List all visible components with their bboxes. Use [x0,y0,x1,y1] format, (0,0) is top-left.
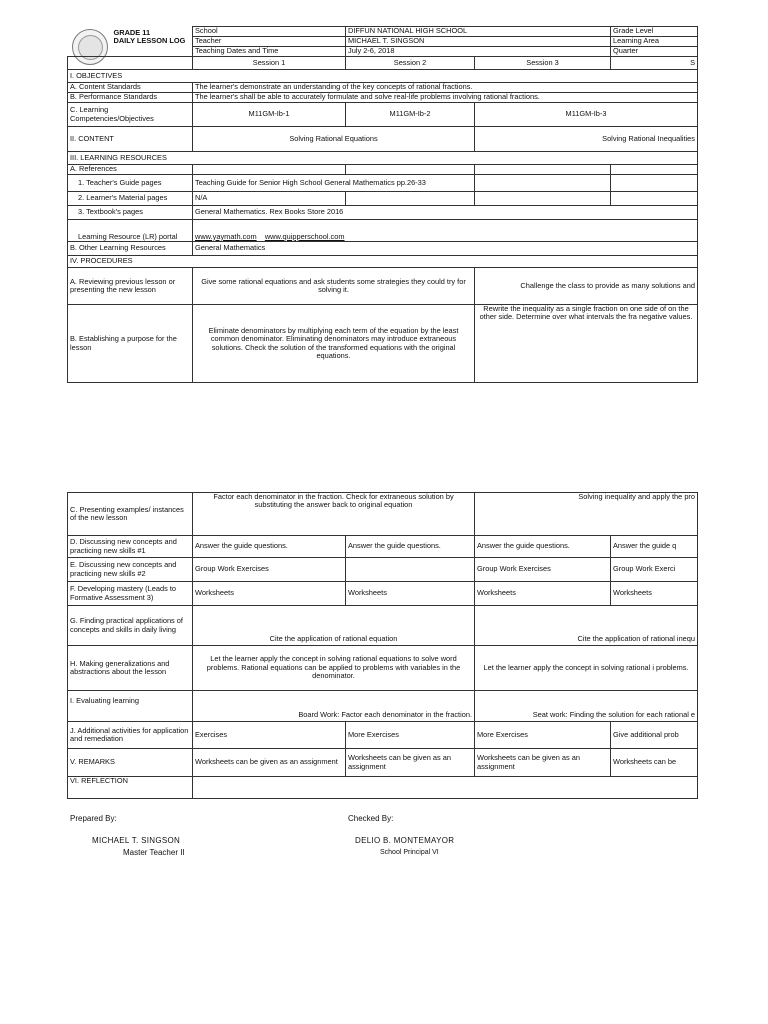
evaluating-1: Board Work: Factor each denominator in the fraction. [193,691,475,722]
learning-resources-heading: III. LEARNING RESOURCES [68,152,698,165]
competency-code-1: M11GM-Ib-1 [193,103,346,127]
teacher-label: Teacher [193,37,346,47]
developing-mastery-cell-4: Worksheets [611,582,698,606]
reviewing-lesson-label: A. Reviewing previous lesson or presenting the new lesson [68,268,193,305]
lesson-log-table-page-2 [67,492,698,799]
generalizations-2: Let the learner apply the concept in solving rational i problems. [475,646,698,691]
performance-standards-label: B. Performance Standards [68,93,193,103]
teachers-guide-value: Teaching Guide for Senior High School General Mathematics pp.26-33 [193,175,475,192]
discussing-1-cell-2: Answer the guide questions. [346,536,475,558]
evaluating-label: I. Evaluating learning [68,691,193,722]
session-1-header: Session 1 [193,57,346,70]
additional-activities-cell-3: More Exercises [475,722,611,749]
practical-applications-label: G. Finding practical applications of concepts and skills in daily living [68,606,193,646]
textbook-label: 3. Textbook's pages [68,206,193,220]
session-4-header: S [611,57,698,70]
log-title: DAILY LESSON LOG [113,35,186,45]
learners-material-label: 2. Learner's Material pages [68,192,193,206]
learning-area-label: Learning Area [611,37,698,47]
generalizations-1: Let the learner apply the concept in solving rational equations to solve word problems. Rational equations can be applied to problems with variables in the denominator. [193,646,475,691]
content-standards-label: A. Content Standards [68,83,193,93]
additional-activities-cell-1: Exercises [193,722,346,749]
discussing-2-cell-1: Group Work Exercises [193,558,346,582]
quipperschool-link[interactable]: www.quipperschool.com [264,231,345,241]
competency-code-2: M11GM-Ib-2 [346,103,475,127]
prepared-by-label: Prepared By: [70,814,117,823]
additional-activities-cell-2: More Exercises [346,722,475,749]
discussing-1-cell-4: Answer the guide q [611,536,698,558]
additional-activities-label: J. Additional activities for application and remediation [68,722,193,749]
content-topic-1: Solving Rational Equations [193,127,475,152]
session-2-header: Session 2 [346,57,475,70]
purpose-2: Rewrite the inequality as a single fraction on one side of on the other side. Determine over what intervals the fra negative values. [475,305,698,383]
discussing-1-cell-1: Answer the guide questions. [193,536,346,558]
teacher-value: MICHAEL T. SINGSON [346,37,611,47]
performance-standards-value: The learner's shall be able to accurately formulate and solve real-life problems involving rational fractions. [193,93,698,103]
evaluating-2: Seat work: Finding the solution for each rational e [475,691,698,722]
generalizations-label: H. Making generalizations and abstractions about the lesson [68,646,193,691]
objectives-heading: I. OBJECTIVES [68,70,698,83]
lr-portal-label: Learning Resource (LR) portal [68,220,193,242]
dates-value: July 2-6, 2018 [346,47,611,57]
practical-applications-1: Cite the application of rational equation [193,606,475,646]
references-label: A. References [68,165,193,175]
purpose-label: B. Establishing a purpose for the lesson [68,305,193,383]
presenting-examples-2: Solving inequality and apply the pro [475,493,698,536]
other-resources-value: General Mathematics [193,242,698,256]
prepared-by-name: MICHAEL T. SINGSON [92,836,181,845]
header-title-cell [68,27,193,57]
practical-applications-2: Cite the application of rational inequ [475,606,698,646]
additional-activities-cell-4: Give additional prob [611,722,698,749]
reviewing-lesson-2: Challenge the class to provide as many solutions and [475,268,698,305]
checked-by-title: School Principal VI [380,849,439,856]
quarter-label: Quarter [611,47,698,57]
reviewing-lesson-1: Give some rational equations and ask students some strategies they could try for solving it. [193,268,475,305]
developing-mastery-cell-1: Worksheets [193,582,346,606]
grade-label: GRADE 11 [113,27,151,37]
content-label: II. CONTENT [68,127,193,152]
remarks-cell-1: Worksheets can be given as an assignment [193,749,346,777]
lesson-log-table-page-1 [67,26,698,383]
dates-label: Teaching Dates and Time [193,47,346,57]
grade-level-label: Grade Level [611,27,698,37]
presenting-examples-label: C. Presenting examples/ instances of the new lesson [68,493,193,536]
developing-mastery-cell-3: Worksheets [475,582,611,606]
remarks-cell-3: Worksheets can be given as an assignment [475,749,611,777]
lr-portal-value [193,220,698,242]
purpose-1: Eliminate denominators by multiplying each term of the equation by the least common denominator. Eliminating denominators may introduce extraneous solutions. Check the solution of the transformed equations with the original equations. [193,305,475,383]
presenting-examples-1: Factor each denominator in the fraction. Check for extraneous solution by substituting the answer back to original equation [193,493,475,536]
discussing-1-label: D. Discussing new concepts and practicing new skills #1 [68,536,193,558]
discussing-1-cell-3: Answer the guide questions. [475,536,611,558]
content-standards-value: The learner's demonstrate an understanding of the key concepts of rational fractions. [193,83,698,93]
teachers-guide-label: 1. Teacher's Guide pages [68,175,193,192]
checked-by-name: DELIO B. MONTEMAYOR [355,836,455,845]
discussing-2-cell-3: Group Work Exercises [475,558,611,582]
competencies-label: C. Learning Competencies/Objectives [68,103,193,127]
checked-by-label: Checked By: [348,814,394,823]
remarks-cell-4: Worksheets can be [611,749,698,777]
discussing-2-cell-2 [346,558,475,582]
reflection-label: VI. REFLECTION [68,777,193,799]
other-resources-label: B. Other Learning Resources [68,242,193,256]
school-label: School [193,27,346,37]
learners-material-value: N/A [193,192,346,206]
developing-mastery-cell-2: Worksheets [346,582,475,606]
developing-mastery-label: F. Developing mastery (Leads to Formative Assessment 3) [68,582,193,606]
yaymath-link[interactable]: www.yaymath.com [195,231,257,241]
content-topic-2: Solving Rational Inequalities [475,127,698,152]
discussing-2-cell-4: Group Work Exerci [611,558,698,582]
competency-code-3: M11GM-Ib-3 [475,103,698,127]
procedures-heading: IV. PROCEDURES [68,256,698,268]
discussing-2-label: E. Discussing new concepts and practicing new skills #2 [68,558,193,582]
prepared-by-title: Master Teacher II [123,848,185,857]
session-3-header: Session 3 [475,57,611,70]
remarks-cell-2: Worksheets can be given as an assignment [346,749,475,777]
remarks-label: V. REMARKS [68,749,193,777]
school-value: DIFFUN NATIONAL HIGH SCHOOL [346,27,611,37]
textbook-value: General Mathematics. Rex Books Store 2016 [193,206,698,220]
